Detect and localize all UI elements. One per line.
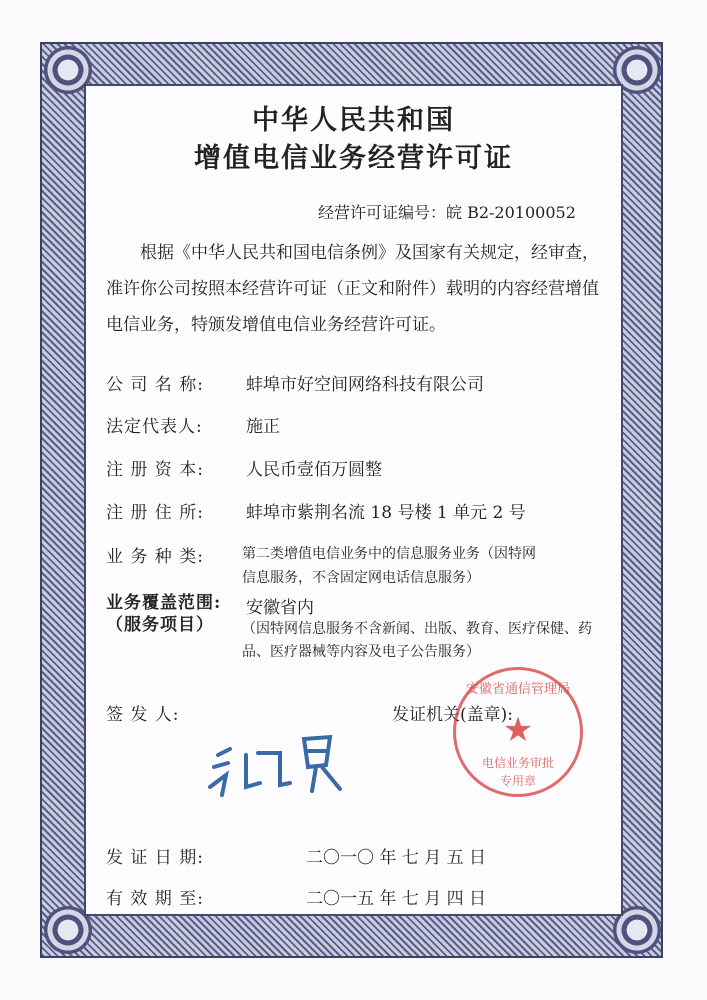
business-value-2: 信息服务，不含固定网电话信息服务） xyxy=(242,570,480,586)
seal-mid-text: 电信业务审批 xyxy=(481,756,554,770)
address-label: 注 册 住 所: xyxy=(106,503,204,523)
intro-paragraph: 根据《中华人民共和国电信条例》及国家有关规定，经审查，准许你公司按照本经营许可证（正文和附件）载明的内容经营增值电信业务，特颁发增值电信业务经营许可证。 xyxy=(106,243,599,335)
valid-label: 有 效 期 至: xyxy=(106,889,204,909)
signature-image xyxy=(200,725,360,805)
business-value-1: 第二类增值电信业务中的信息服务业务（因特网 xyxy=(242,546,536,562)
license-number: 经营许可证编号：皖 B2-20100052 xyxy=(318,203,576,222)
issue-date-value: 二〇一〇 年 七 月 五 日 xyxy=(306,848,487,868)
scope-note-1: （因特网信息服务不含新闻、出版、教育、医疗保健、药 xyxy=(242,621,592,637)
capital-label: 注 册 资 本: xyxy=(106,460,204,480)
business-label: 业 务 种 类: xyxy=(106,547,204,567)
title-line2: 增值电信业务经营许可证 xyxy=(194,143,513,174)
scope-label: 业务覆盖范围: xyxy=(106,593,222,613)
title-line1: 中华人民共和国 xyxy=(252,105,455,136)
address-value: 蚌埠市紫荆名流 18 号楼 1 单元 2 号 xyxy=(246,503,526,523)
company-value: 蚌埠市好空间网络科技有限公司 xyxy=(246,375,484,395)
scope-value: 安徽省内 xyxy=(246,598,314,618)
scope-sub-label: （服务项目） xyxy=(106,615,214,635)
seal-top-text: 安徽省通信管理局 xyxy=(465,682,570,697)
seal-star-icon: ★ xyxy=(502,710,534,750)
company-label: 公 司 名 称: xyxy=(106,375,204,395)
rep-label: 法定代表人: xyxy=(106,417,203,437)
rep-value: 施正 xyxy=(246,417,280,437)
official-seal xyxy=(453,667,583,797)
issuer-label: 发证机关(盖章): xyxy=(392,705,513,725)
seal-bottom-text: 专用章 xyxy=(499,774,536,788)
signer-label: 签 发 人: xyxy=(106,705,180,725)
valid-date-value: 二〇一五 年 七 月 四 日 xyxy=(306,889,487,909)
capital-value: 人民币壹佰万圆整 xyxy=(246,460,382,480)
issue-date-label: 发 证 日 期: xyxy=(106,848,204,868)
scope-note-2: 品、医疗器械等内容及电子公告服务） xyxy=(242,644,480,660)
